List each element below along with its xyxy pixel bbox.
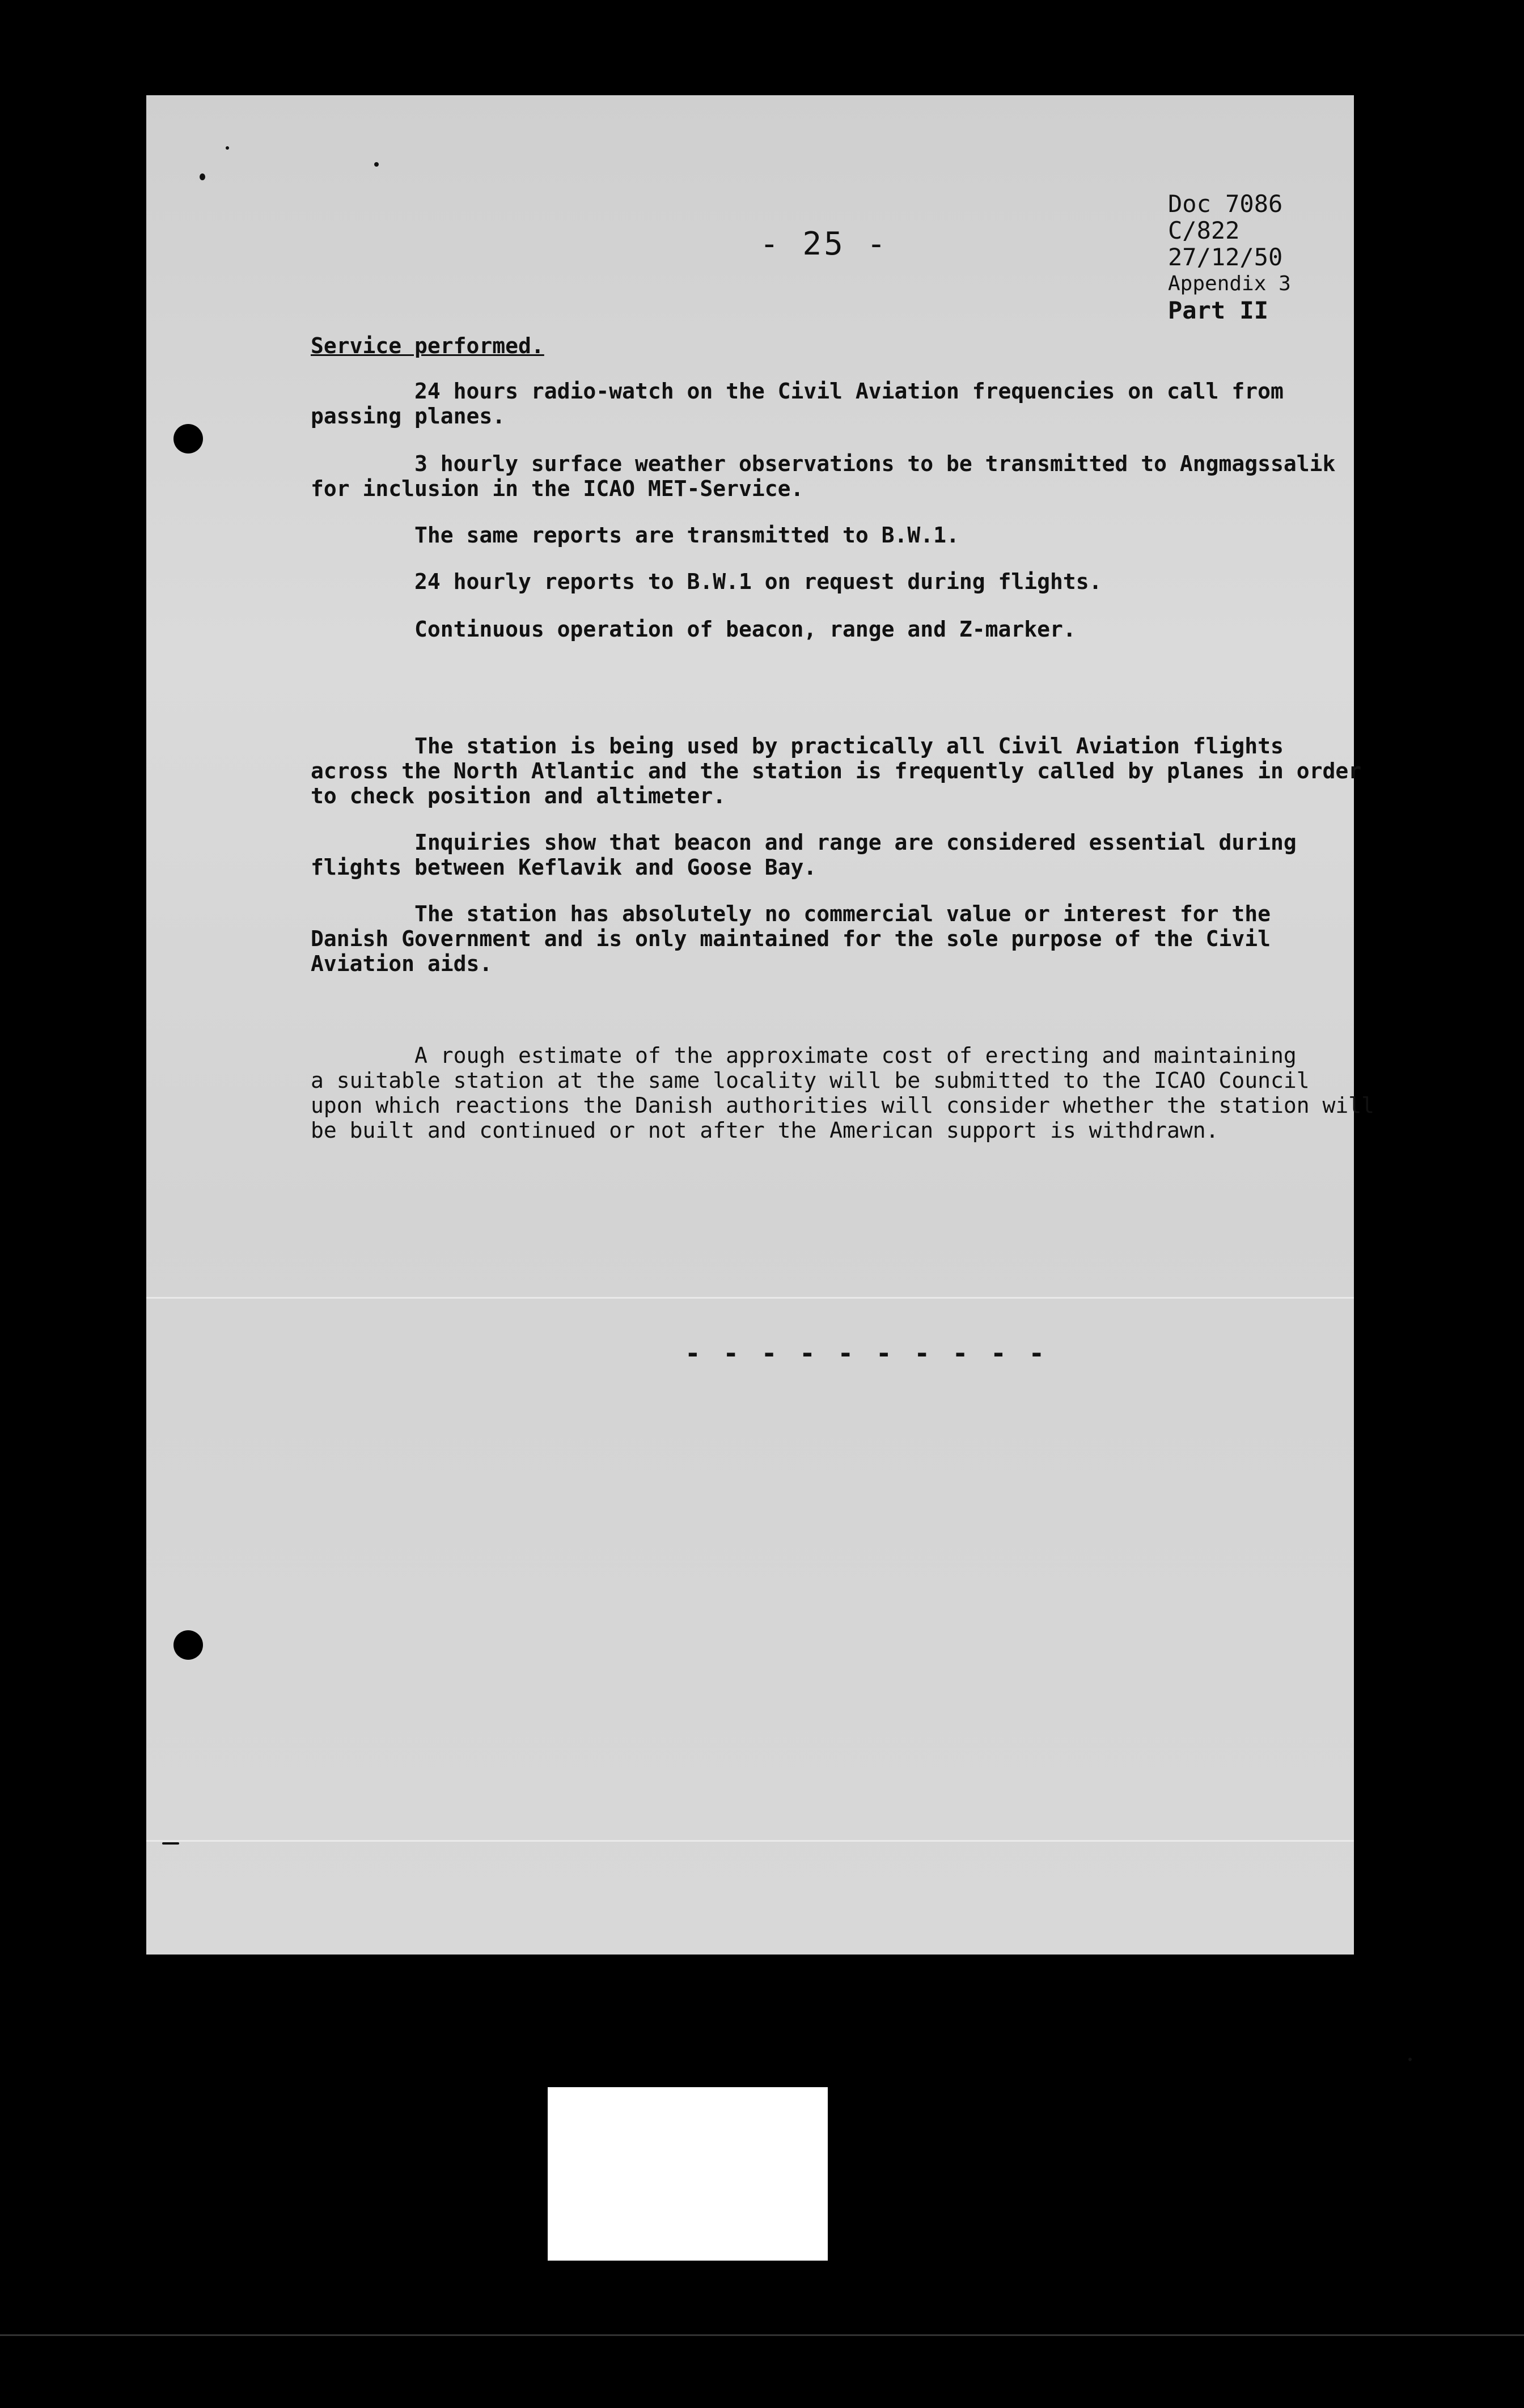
speck — [226, 146, 229, 150]
section-heading: Service performed. — [311, 333, 544, 358]
doc-date: 27/12/50 — [1168, 243, 1283, 271]
paragraph: 3 hourly surface weather observations to be transmitted to Angmagssalik for inclusion in the ICAO MET-Service. — [311, 451, 1336, 501]
document-reference — [1168, 190, 1291, 324]
label-patch — [548, 2087, 828, 2261]
speck — [200, 173, 205, 180]
punch-hole — [173, 424, 203, 453]
punch-hole — [173, 1630, 203, 1660]
doc-code: C/822 — [1168, 217, 1240, 244]
frame-edge — [0, 2334, 1524, 2336]
speck — [374, 162, 379, 167]
paragraph: Continuous operation of beacon, range and Z-marker. — [311, 617, 1076, 642]
end-divider: - - - - - - - - - - — [685, 1338, 1048, 1368]
page-number: - 25 - — [760, 226, 888, 262]
speck — [162, 1842, 179, 1845]
paragraph: 24 hours radio-watch on the Civil Aviation frequencies on call from passing planes. — [311, 379, 1284, 429]
paragraph: A rough estimate of the approximate cost of erecting and maintaining a suitable station at the same locality will be submitted to the ICAO Council upon which reactions the Danish authorities will consider whether the station be built and continued or not after the American support is withdrawn. — [311, 1043, 1310, 1143]
paragraph: The station has absolutely no commercial value or interest for the Danish Government and is only maintained for the sole purpose of the Civil Aviation aids. — [311, 901, 1271, 976]
doc-number: Doc 7086 — [1168, 190, 1283, 218]
fold-line — [146, 1840, 1354, 1842]
paragraph: The same reports are transmitted to B.W.1. — [311, 523, 959, 548]
doc-appendix: Appendix 3 — [1168, 272, 1291, 295]
fold-line — [146, 1297, 1354, 1299]
document-page — [146, 95, 1354, 1955]
doc-part: Part II — [1168, 296, 1269, 324]
speck — [1408, 2058, 1412, 2061]
paragraph: 24 hourly reports to B.W.1 on request during flights. — [311, 569, 1102, 594]
paragraph: Inquiries show that beacon and range are considered essential during flights between Keflavik and Goose Bay. — [311, 830, 1297, 880]
paragraph: The station is being used by practically all Civil Aviation flights across the North Atlantic and the station is frequently called by planes in to check position and altimeter. — [311, 734, 1284, 808]
